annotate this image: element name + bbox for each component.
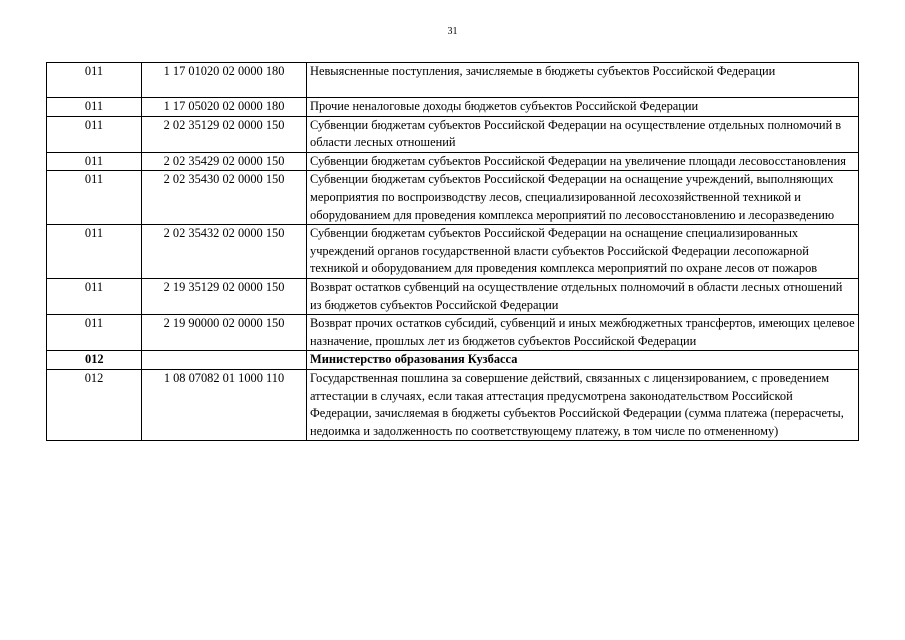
revenue-code-cell: 2 02 35430 02 0000 150 bbox=[142, 171, 307, 225]
revenue-name-cell: Невыясненные поступления, зачисляемые в бюджеты субъектов Российской Федерации bbox=[307, 63, 859, 98]
revenue-code-cell: 1 17 05020 02 0000 180 bbox=[142, 98, 307, 117]
table-row bbox=[47, 63, 859, 98]
revenue-name-cell: Субвенции бюджетам субъектов Российской Федерации на увеличение площади лесовосстановления bbox=[307, 152, 859, 171]
revenue-name-cell: Субвенции бюджетам субъектов Российской Федерации на оснащение учреждений, выполняющих мероприятия по воспроизводству лесов, специализированной лесохозяйственной техникой и оборудованием для проведения комплекса мероприятий по лесовосстановлению и лесоразведению bbox=[307, 171, 859, 225]
revenue-code-cell: 1 08 07082 01 1000 110 bbox=[142, 369, 307, 440]
revenue-code-cell: 2 02 35432 02 0000 150 bbox=[142, 225, 307, 279]
revenue-code-cell: 2 02 35429 02 0000 150 bbox=[142, 152, 307, 171]
revenue-name-cell: Возврат остатков субвенций на осуществление отдельных полномочий в области лесных отношений из бюджетов субъектов Российской Федерации bbox=[307, 278, 859, 314]
budget-classification-table bbox=[46, 62, 859, 441]
table-row bbox=[47, 171, 859, 225]
revenue-code-cell: 1 17 01020 02 0000 180 bbox=[142, 63, 307, 98]
revenue-name-cell: Прочие неналоговые доходы бюджетов субъектов Российской Федерации bbox=[307, 98, 859, 117]
admin-code-cell: 011 bbox=[47, 278, 142, 314]
admin-code-cell: 011 bbox=[47, 116, 142, 152]
table-row bbox=[47, 98, 859, 117]
page-number: 31 bbox=[447, 26, 458, 37]
admin-code-cell: 011 bbox=[47, 315, 142, 351]
table-row bbox=[47, 116, 859, 152]
revenue-name-cell: Субвенции бюджетам субъектов Российской Федерации на осуществление отдельных полномочий в области лесных отношений bbox=[307, 116, 859, 152]
revenue-code-cell: 2 19 90000 02 0000 150 bbox=[142, 315, 307, 351]
admin-code-cell: 011 bbox=[47, 63, 142, 98]
ministry-heading-row bbox=[47, 351, 859, 370]
revenue-name-cell: Возврат прочих остатков субсидий, субвенций и иных межбюджетных трансфертов, имеющих целевое назначение, прошлых лет из бюджетов субъектов Российской Федерации bbox=[307, 315, 859, 351]
admin-code-cell: 011 bbox=[47, 225, 142, 279]
revenue-code-cell: 2 19 35129 02 0000 150 bbox=[142, 278, 307, 314]
admin-code-cell: 011 bbox=[47, 171, 142, 225]
table-row bbox=[47, 315, 859, 351]
revenue-name-cell: Государственная пошлина за совершение действий, связанных с лицензированием, с проведением аттестации в случаях, если такая аттестация предусмотрена законодательством Российской Федерации, зачисляемая в бюджеты субъектов Российской Федерации (сумма платежа (перерасчеты, недоимка и задолженность по соответствующему платежу, в том числе по отмененному) bbox=[307, 369, 859, 440]
revenue-code-cell bbox=[142, 351, 307, 370]
table-row bbox=[47, 152, 859, 171]
table-row bbox=[47, 369, 859, 440]
admin-code-cell: 011 bbox=[47, 98, 142, 117]
table-row bbox=[47, 225, 859, 279]
revenue-name-cell: Субвенции бюджетам субъектов Российской Федерации на оснащение специализированных учреждений органов государственной власти субъектов Российской Федерации лесопожарной техникой и оборудованием для проведения комплекса мероприятий по охране лесов от пожаров bbox=[307, 225, 859, 279]
admin-code-cell: 011 bbox=[47, 152, 142, 171]
revenue-code-cell: 2 02 35129 02 0000 150 bbox=[142, 116, 307, 152]
admin-code-cell: 012 bbox=[47, 351, 142, 370]
admin-code-cell: 012 bbox=[47, 369, 142, 440]
table-row bbox=[47, 278, 859, 314]
ministry-name-cell: Министерство образования Кузбасса bbox=[307, 351, 859, 370]
